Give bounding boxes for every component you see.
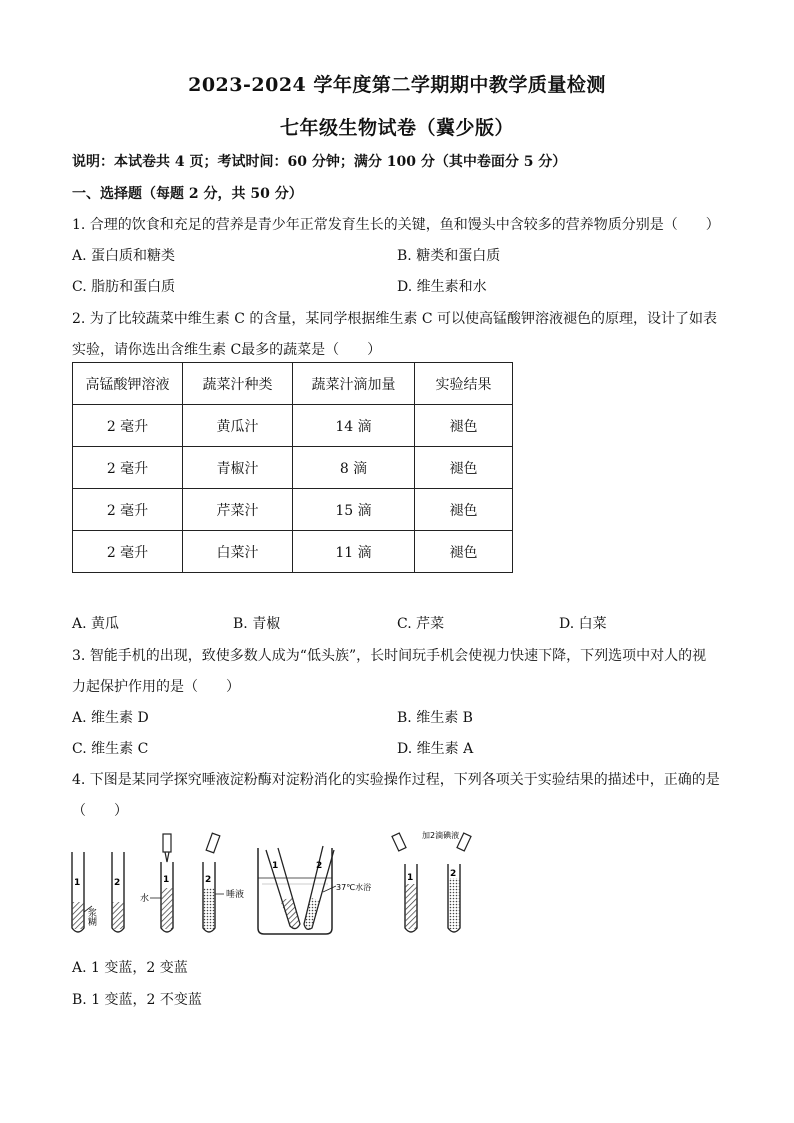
water-bath-label: 37℃水浴 [336,883,372,892]
table-cell: 白菜汁 [183,531,293,573]
section-heading: 一、选择题（每题 2 分，共 50 分） [72,186,303,202]
table-cell: 2 毫升 [73,447,183,489]
question-2-option-a[interactable]: A. 黄瓜 [72,616,120,632]
tube-1-label: 1 [163,875,170,885]
table-cell: 14 滴 [293,405,415,447]
question-3-stem-line-2: 力起保护作用的是（ ） [72,679,240,695]
question-2-stem-line-1: 2. 为了比较蔬菜中维生素 C 的含量，某同学根据维生素 C 可以使高锰酸钾溶液褪色的原理，设计了如表 [72,311,718,327]
table-row [73,489,513,531]
tube-1-label: 1 [74,878,81,888]
water-label: 水 [140,894,150,904]
table-header-cell: 实验结果 [415,363,513,405]
question-1-option-c[interactable]: C. 脂肪和蛋白质 [72,279,176,295]
table-cell: 褪色 [415,447,513,489]
question-3-option-a[interactable]: A. 维生素 D [72,710,149,726]
table-cell: 11 滴 [293,531,415,573]
table-header-cell: 高锰酸钾溶液 [73,363,183,405]
question-4-stem-line-1: 4. 下图是某同学探究唾液淀粉酶对淀粉消化的实验操作过程，下列各项关于实验结果的描述中，正确的是 [72,772,720,788]
question-2-option-b[interactable]: B. 青椒 [233,616,281,632]
tube-1-label: 1 [407,873,414,883]
question-4-stem-line-2: （ ） [72,803,128,819]
table-cell: 15 滴 [293,489,415,531]
question-4-option-a[interactable]: A. 1 变蓝，2 变蓝 [72,960,188,976]
table-cell: 青椒汁 [183,447,293,489]
exam-subtitle: 七年级生物试卷（冀少版） [279,117,514,139]
starch-label: 浆糊 [86,908,96,926]
table-cell: 8 滴 [293,447,415,489]
experiment-figure [68,828,488,940]
table-row [73,405,513,447]
question-2-option-c[interactable]: C. 芹菜 [397,616,445,632]
tube-2-label: 2 [114,878,121,888]
stage-3-water-bath [258,846,371,934]
tube-1-label: 1 [272,861,279,871]
table-cell: 2 毫升 [73,405,183,447]
iodine-label: 加2滴碘液 [422,831,460,840]
tube-2-label: 2 [450,869,457,879]
question-3-option-b[interactable]: B. 维生素 B [397,710,473,726]
question-1-option-d[interactable]: D. 维生素和水 [397,279,487,295]
question-3-stem-line-1: 3. 智能手机的出现，致使多数人成为“低头族”，长时间玩手机会使视力快速下降，下列选项中对人的视 [72,648,707,664]
exam-note: 说明：本试卷共 4 页；考试时间：60 分钟；满分 100 分（其中卷面分 5 分） [72,154,567,170]
table-cell: 黄瓜汁 [183,405,293,447]
stage-2-tubes [140,833,244,932]
exam-title: 2023-2024 学年度第二学期期中教学质量检测 [188,74,606,96]
stage-1-tubes [72,852,124,932]
table-cell: 2 毫升 [73,489,183,531]
question-3-option-d[interactable]: D. 维生素 A [397,741,474,757]
question-1-stem: 1. 合理的饮食和充足的营养是青少年正常发育生长的关键，鱼和馒头中含较多的营养物质分别是（ ） [72,217,720,233]
question-1-option-a[interactable]: A. 蛋白质和糖类 [72,248,176,264]
table-cell: 芹菜汁 [183,489,293,531]
stage-4-iodine [392,830,471,932]
table-cell: 2 毫升 [73,531,183,573]
question-3-option-c[interactable]: C. 维生素 C [72,741,149,757]
question-2-option-d[interactable]: D. 白菜 [559,616,607,632]
table-cell: 褪色 [415,405,513,447]
table-cell: 褪色 [415,489,513,531]
tube-2-label: 2 [316,861,323,871]
tube-2-label: 2 [205,875,212,885]
table-header-cell: 蔬菜汁种类 [183,363,293,405]
question-1-option-b[interactable]: B. 糖类和蛋白质 [397,248,501,264]
vitamin-c-table [72,362,513,573]
table-header-row [73,363,513,405]
saliva-label: 唾液 [226,890,245,900]
table-row [73,531,513,573]
table-row [73,447,513,489]
question-4-option-b[interactable]: B. 1 变蓝，2 不变蓝 [72,992,202,1008]
table-cell: 褪色 [415,531,513,573]
question-2-stem-line-2: 实验，请你选出含维生素 C最多的蔬菜是（ ） [72,342,382,358]
table-header-cell: 蔬菜汁滴加量 [293,363,415,405]
